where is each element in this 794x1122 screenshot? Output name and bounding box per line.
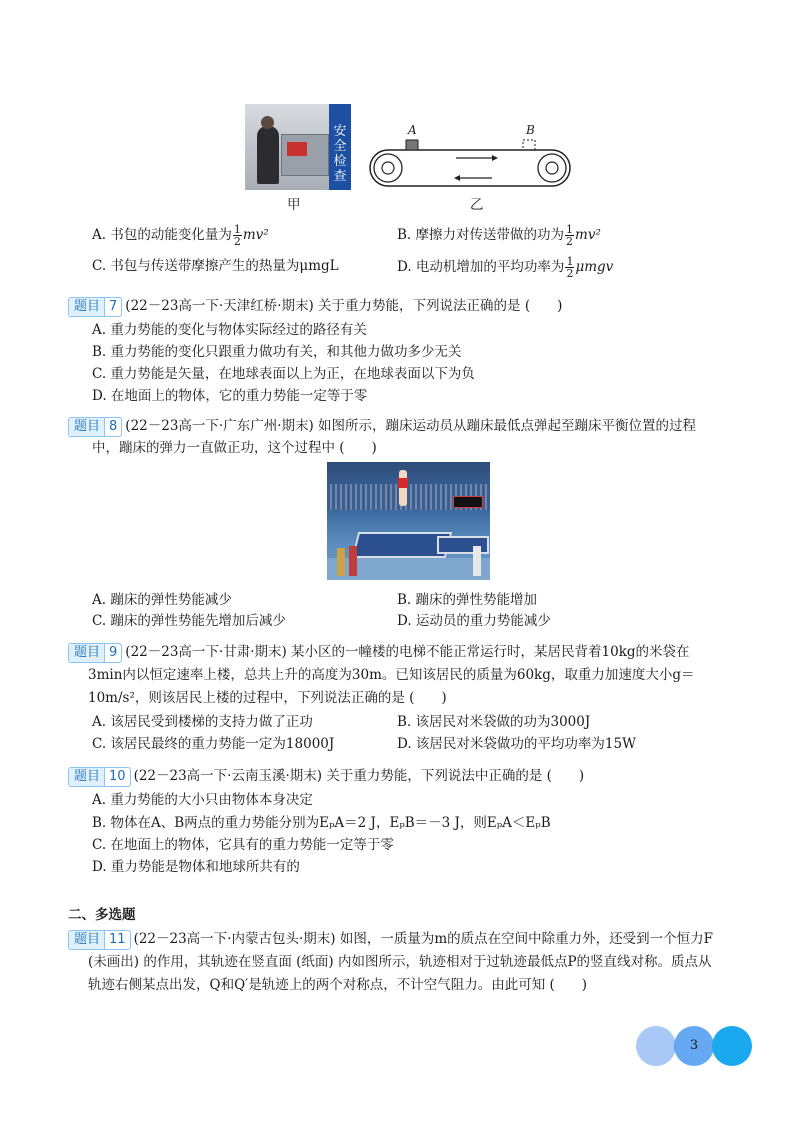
right-roller-hub	[546, 162, 558, 174]
q10-stem	[68, 766, 584, 787]
q8-option-d: D. 运动员的重力势能减少	[397, 613, 551, 629]
q9-stem-line1	[68, 642, 690, 663]
question-badge	[68, 297, 122, 317]
arrow-left-head	[454, 175, 460, 181]
page-indicator	[636, 1026, 752, 1066]
q8-stem-text: (22－23高一下·广东广州·期末) 如图所示，蹦床运动员从蹦床最低点弹起至蹦床平衡位置的过程	[125, 418, 697, 434]
conveyor-belt-diagram	[368, 118, 574, 194]
frac-num: 1	[233, 223, 241, 236]
badge-label: 题目	[74, 299, 101, 314]
q10-option-b: B. 物体在A、B两点的重力势能分别为EₚA＝2 J，EₚB＝－3 J，则EₚA＜EₚB	[92, 815, 551, 831]
badge-number: 10	[104, 768, 130, 786]
security-sign-char: 查	[333, 169, 347, 184]
fraction-half	[565, 256, 574, 279]
badge-label: 题目	[74, 419, 101, 434]
security-sign	[329, 104, 351, 190]
frac-num: 1	[566, 223, 574, 236]
q6-option-a-expr: mv²	[242, 227, 269, 243]
security-sign-char: 检	[333, 154, 347, 169]
q11-stem-line2: (未画出) 的作用，其轨迹在竖直面 (纸面) 内如图所示，轨迹相对于过轨迹最低点P的竖直线对称。质点从	[88, 954, 712, 970]
q9-stem-line3: 10m/s²，则该居民上楼的过程中，下列说法正确的是 ( )	[88, 690, 447, 706]
official-1	[337, 548, 345, 576]
badge-number: 7	[104, 298, 121, 316]
q8-option-a: A. 蹦床的弹性势能减少	[92, 592, 232, 608]
frac-den: 2	[566, 235, 574, 248]
page-circle-right	[712, 1026, 752, 1066]
official-3	[473, 546, 481, 576]
left-roller-hub	[382, 162, 394, 174]
athlete-shirt	[398, 478, 408, 488]
arrow-right-head	[492, 155, 498, 161]
q9-option-c: C. 该居民最终的重力势能一定为18000J	[92, 736, 335, 752]
q6-option-d-text: D. 电动机增加的平均功率为	[397, 259, 565, 275]
q10-option-c: C. 在地面上的物体，它具有的重力势能一定等于零	[92, 837, 394, 853]
q6-option-c: C. 书包与传送带摩擦产生的热量为μmgL	[92, 258, 339, 274]
q11-stem-text: (22－23高一下·内蒙古包头·期末) 如图，一质量为m的质点在空间中除重力外，还受到一个恒力F	[133, 931, 713, 947]
official-2	[349, 546, 357, 576]
scoreboard	[453, 496, 483, 508]
q8-stem-line2: 中，蹦床的弹力一直做正功，这个过程中 ( )	[92, 440, 377, 456]
q7-option-c: C. 重力势能是矢量，在地球表面以上为正，在地球表面以下为负	[92, 366, 475, 382]
right-roller	[538, 154, 566, 182]
security-sign-char: 全	[333, 139, 347, 154]
question-badge	[68, 417, 122, 437]
trampoline-bed-right	[437, 536, 489, 554]
q7-option-d: D. 在地面上的物体，它的重力势能一定等于零	[92, 388, 368, 404]
q9-stem-text: (22－23高一下·甘肃·期末) 某小区的一幢楼的电梯不能正常运行时，某居民背着10kg的米袋在	[125, 644, 690, 660]
red-bag	[287, 142, 307, 156]
question-badge	[68, 930, 131, 950]
q6-option-b	[397, 224, 601, 247]
q6-option-d-expr: μmgv	[575, 259, 614, 275]
frac-den: 2	[566, 267, 574, 280]
badge-number: 9	[104, 644, 121, 662]
frac-den: 2	[233, 235, 241, 248]
badge-label: 题目	[74, 645, 101, 660]
fraction-half	[233, 224, 242, 247]
q10-option-d: D. 重力势能是物体和地球所共有的	[92, 859, 300, 875]
security-check-photo	[245, 104, 351, 190]
question-badge	[68, 643, 122, 663]
question-badge	[68, 767, 131, 787]
left-roller	[374, 154, 402, 182]
q7-option-a: A. 重力势能的变化与物体实际经过的路径有关	[92, 322, 367, 338]
frac-num: 1	[566, 255, 574, 268]
q8-stem-line1	[68, 416, 696, 437]
badge-number: 11	[104, 931, 130, 949]
athlete	[399, 470, 407, 506]
badge-label: 题目	[74, 932, 101, 947]
person-head	[261, 116, 274, 129]
fig-jia-caption: 甲	[287, 197, 301, 213]
security-sign-char: 安	[333, 124, 347, 139]
block-b-dashed	[523, 140, 535, 150]
q6-option-a	[92, 224, 269, 247]
fig-yi-caption: 乙	[470, 197, 484, 213]
q7-stem	[68, 296, 562, 317]
q10-stem-text: (22－23高一下·云南玉溪·期末) 关于重力势能，下列说法中正确的是 ( )	[133, 768, 585, 784]
q8-option-c: C. 蹦床的弹性势能先增加后减少	[92, 613, 286, 629]
belt-outline	[370, 150, 570, 186]
q8-option-b: B. 蹦床的弹性势能增加	[397, 592, 538, 608]
q9-option-b: B. 该居民对米袋做的功为3000J	[397, 714, 591, 730]
q7-option-b: B. 重力势能的变化只跟重力做功有关，和其他力做功多少无关	[92, 344, 462, 360]
q6-option-d	[397, 256, 613, 279]
page-number: 3	[689, 1038, 699, 1053]
q6-option-a-text: A. 书包的动能变化量为	[92, 227, 232, 243]
trampoline-photo	[327, 462, 490, 580]
person-figure	[257, 126, 279, 184]
q9-option-d: D. 该居民对米袋做功的平均功率为15W	[397, 736, 636, 752]
fraction-half	[565, 224, 574, 247]
page-circle-left	[636, 1026, 676, 1066]
q11-stem-line1	[68, 929, 713, 950]
q9-stem-line2: 3min内以恒定速率上楼，总共上升的高度为30m。已知该居民的质量为60kg，取重力加速度大小g＝	[88, 667, 695, 683]
block-a	[406, 140, 418, 150]
q10-option-a: A. 重力势能的大小只由物体本身决定	[92, 792, 313, 808]
badge-label: 题目	[74, 769, 101, 784]
badge-number: 8	[104, 418, 121, 436]
section-title: 二、多选题	[68, 907, 136, 923]
label-a: A	[408, 123, 417, 137]
q11-stem-line3: 轨迹右侧某点出发，Q和Q′是轨迹上的两个对称点，不计空气阻力。由此可知 ( )	[88, 977, 588, 993]
q6-option-b-expr: mv²	[575, 227, 601, 243]
q6-option-b-text: B. 摩擦力对传送带做的功为	[397, 227, 565, 243]
q9-option-a: A. 该居民受到楼梯的支持力做了正功	[92, 714, 313, 730]
label-b: B	[526, 123, 535, 137]
q7-stem-text: (22－23高一下·天津红桥·期末) 关于重力势能，下列说法正确的是 ( )	[125, 298, 563, 314]
